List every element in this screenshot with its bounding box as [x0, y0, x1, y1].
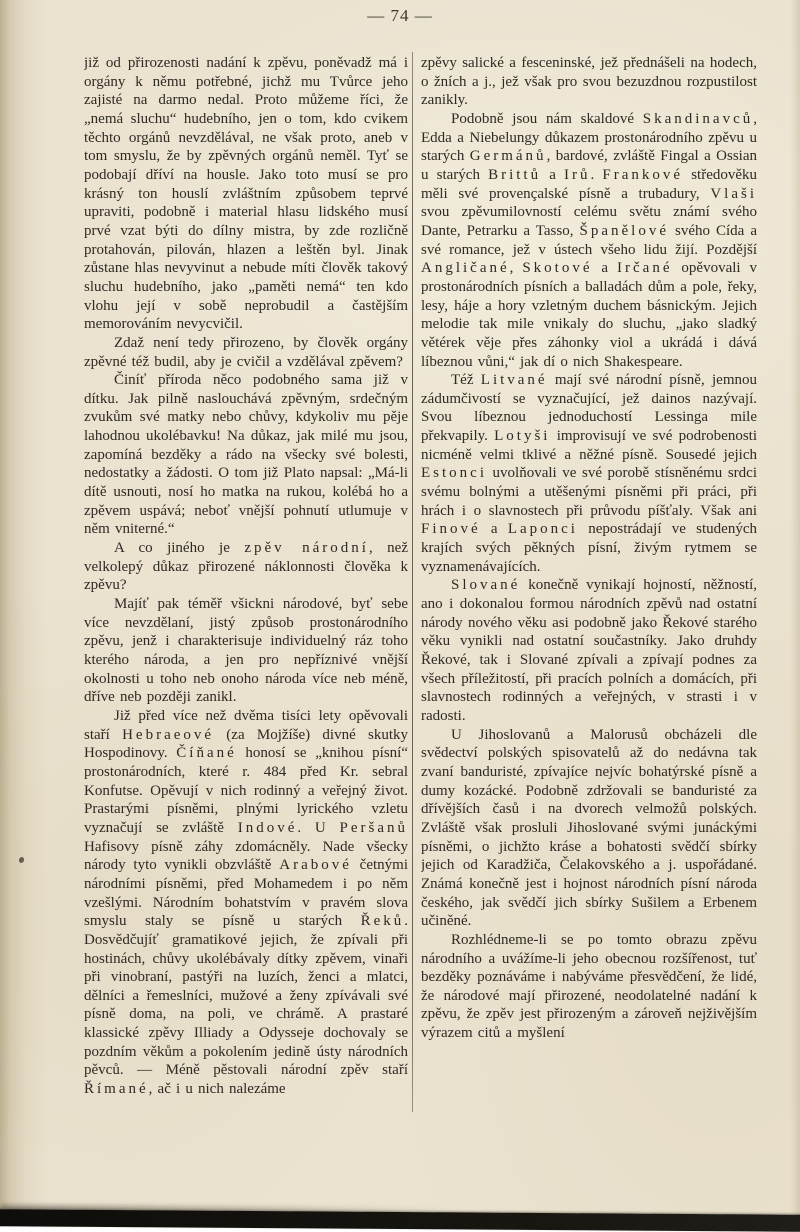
- emphasized-word: Irů: [564, 166, 591, 183]
- emphasized-word: Římané: [84, 1081, 149, 1098]
- paragraph: zpěvy salické a fesceninské, jež přednášeli na hodech, o žních a j., jež však pro svou bezuzdnou rozpustilost zanikly.: [421, 55, 757, 109]
- emphasized-word: Irčané: [617, 260, 673, 277]
- emphasized-word: Arabové: [279, 857, 352, 874]
- emphasized-word: Lotyši: [494, 428, 551, 445]
- emphasized-word: Řeků: [360, 913, 405, 930]
- emphasized-word: Vlaši: [710, 185, 757, 202]
- column-divider-rule: [412, 52, 413, 1112]
- emphasized-word: Indové: [237, 819, 298, 836]
- left-text-column: [84, 54, 408, 1116]
- paragraph: Podobně jsou nám skaldové Skandinavců, Edda a Niebelungy důkazem prostonárodního zpěvu u starých Germánů, bardové, zvláště Fingal a Ossian u starých Brittů a Irů. Frankové středověku měli své provençalské písně a trubadury, Vlaši svou zpěvumilovností celému světu známí svého Dante, Petrarku a Tasso, Španělové svého Cída a své romance, jež v ústech všeho lidu žijí. Pozdější Angličané, Skotové a Irčané opěvovali v prostonárodních písních a balladách dům a pole, řeky, lesy, háje a hory vzletným duchem básnickým. Jejich melodie tak mile vnikaly do sluchu, „jako sladký větérek věje přes záhonky viol a ukrádá i dává líbeznou vůni,“ jak dí o nich Shakespeare.: [421, 110, 757, 370]
- emphasized-word: zpěv národní: [244, 540, 369, 557]
- emphasized-word: Estonci: [421, 465, 487, 482]
- paragraph: Rozhlédneme-li se po tomto obrazu zpěvu národního a uvážíme-li jeho obecnou rozšířenost, tuť bezděky poznáváme i nabýváme přesvědčení, že lidé, že národové mají přirozené, neodolatelné nadání k zpěvu, že zpěv jest přirozeným a zároveň nejživějším výrazem citů a myšlení: [421, 931, 757, 1042]
- emphasized-word: Peršanů: [339, 819, 408, 836]
- emphasized-word: Germánů: [469, 148, 547, 165]
- paragraph: Slované konečně vynikají hojností, něžností, ano i dokonalou formou národních zpěvů nad ostatní národy nového věku asi podobně jako Řekové starého věku vynikli nad ostatní součastníky. Jako druhdy Řekové, tak i Slované zpívali a zpívají podnes za všech příležitostí, při pracích polních a domácích, při slavnostech rodinných a veřejných, v strasti i v radosti.: [421, 577, 757, 724]
- paragraph: Též Litvané mají své národní písně, jemnou zádumčivostí se vyznačující, jež dainos nazývají. Svou líbeznou jednoduchostí Lessinga mile překvapily. Lotyši improvisují ve své podrobenosti nicméně velmi tklivé a něžné písně. Sousedé jejich Estonci uvolňovali ve své porobě stísněnému srdci svému bolnými a utěšenými písněmi při práci, při hrách i o slavnostech při průvodu píšťaly. Však ani Finové a Laponci nepostrádají ve studených krajích svých pěkných písní, živým rytmem se vyznamenávajících.: [421, 372, 757, 575]
- margin-ink-speck: [18, 856, 25, 863]
- emphasized-word: Finové: [421, 521, 481, 538]
- bottom-scan-edge: [0, 1209, 800, 1232]
- emphasized-word: Skandinavců: [642, 110, 754, 127]
- paragraph: U Jihoslovanů a Malorusů obcházeli dle svědectví polských spisovatelů až do nedávna tak zvaní banduristé, zpívajíce nejvíc bohatýrské písně a dumy kozácké. Podobně zdržovali se banduristé za dřívějších časů i na dvorech velmožů polských. Zvláště však prosluli Jihoslované svými junáckými písněmi, o jichžto kráse a bohatosti svědčí sbírky jejich od Karadžiča, Čelakovského a j. uspořádané. Známá konečně jest i hojnost národních písní národa českého, jak svědčí jich sbírky Sušilem a Erbenem učiněné.: [421, 726, 757, 930]
- emphasized-word: Španělové: [579, 222, 669, 239]
- paragraph: již od přirozenosti nadání k zpěvu, poněvadž má i orgány k němu potřebné, jichž mu Tvůrce jeho zajisté na darmo nedal. Proto můžeme říci, že „nemá sluchu“ hudebního, jen o tom, kdo cvikem těchto orgánů nevzdělával, ne však proto, aneb v tom smyslu, že by zpěvných orgánů neměl. Tyť se podobají dříví na housle. Jako toto musí se pro krásný ton houslí zvláštním způsobem teprvé upraviti, podobně i material hlasu lidského musí prvé vzat býti do dílny mistra, by zde rozličně protahován, pilován, hlazen a leštěn byl. Jinak zůstane hlas nevyvinut a nebude míti člověk takový sluchu hudebního, jako „paměti nemá“ ten kdo vlohu její v sobě neprobudil a častějším memorováním nevycvičil.: [84, 55, 408, 333]
- paragraph: A co jiného je zpěv národní, než velkolepý důkaz přirozené náklonnosti člověka k zpěvu?: [84, 540, 408, 594]
- paragraph: Zdaž není tedy přirozeno, by člověk orgány zpěvné též budil, aby je cvičil a vzdělával zpěvem?: [84, 334, 408, 370]
- emphasized-word: Brittů: [488, 166, 542, 183]
- emphasized-word: Hebraeové: [122, 726, 215, 743]
- emphasized-word: Litvané: [480, 372, 548, 389]
- emphasized-word: Angličané: [421, 260, 510, 277]
- emphasized-word: Číňané: [176, 745, 237, 762]
- emphasized-word: Skotové: [522, 260, 593, 277]
- page-number: — 74 —: [367, 6, 433, 25]
- paragraph: Majíť pak téměř všickni národové, byť sebe více nevzdělaní, jistý způsob prostonárodního zpěvu, jenž i charakterisuje individuelný ráz toho kterého národa, a jen pro nepříznivé vnější okolnosti u toho neb onoho národa více neb méně, dříve neb později zanikl.: [84, 596, 408, 706]
- emphasized-word: Frankové: [602, 166, 684, 183]
- paragraph: Činíť příroda něco podobného sama již v dítku. Jak pilně naslouchává zpěvným, srdečným zvukům své matky nebo chůvy, kdykoliv mu pěje lahodnou ukolébavku! Na důkaz, jak milé mu jsou, zapomíná bezděky a rádo na všecky své bolesti, nedostatky a žádosti. O tom již Plato napsal: „Má-li dítě usnouti, nosí ho matka na rukou, kolébá ho a zpěvem uspává; neboť vnější pohnutí utlumuje v něm vniterné.“: [84, 372, 408, 538]
- emphasized-word: Laponci: [507, 521, 578, 538]
- right-text-column: [421, 54, 757, 1116]
- emphasized-word: Slované: [451, 577, 521, 594]
- paragraph: Již před více než dvěma tisíci lety opěvovali staří Hebraeové (za Mojžíše) divné skutky Hospodinovy. Číňané honosí se „knihou písní“ prostonárodních, které r. 484 před Kr. sebral Konfutse. Opěvují v nich rodinný a veřejný život. Prastarými písněmi, plnými lyrického vzletu vyznačují se zvláště Indové. U Peršanů Hafisovy písně záhy zdomácněly. Nade všecky národy tyto vynikli obzvláště Arabové četnými národními písněmi, před Mohamedem i po něm vzešlými. Národním bohatstvím v pravém slova smyslu staly se písně u starých Řeků. Dosvědčujíť gramatikové jejich, že zpívali při hostinách, chůvy ukolébávaly dítky zpěvem, vinaři při vinobraní, pastýři na luzích, ženci a mlatci, dělníci a řemeslníci, mužové a ženy zpívávali své písně doma, na poli, ve chrámě. A prastaré klassické zpěvy Illiady a Odysseje dochovaly se pozdním věkům a pokolením jedině ústy národních pěvců. — Méně pěstovali národní zpěv staří Římané, ač i u nich nalezáme: [84, 707, 408, 1098]
